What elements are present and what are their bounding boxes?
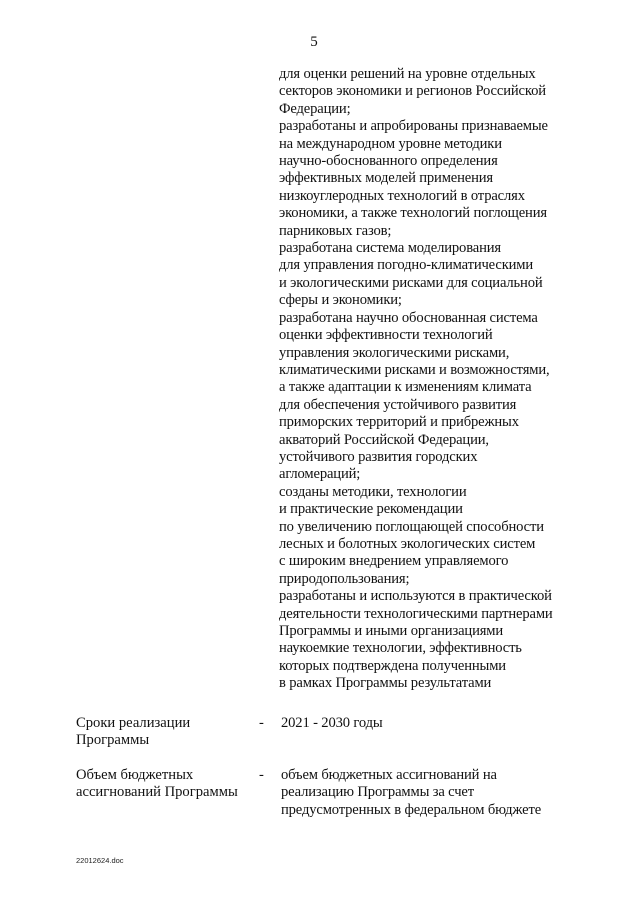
text-line: в рамках Программы результатами (279, 675, 492, 692)
budget-allocation-value (281, 767, 541, 819)
text-line: управления экологическими рисками, (279, 344, 510, 361)
text-line: созданы методики, технологии (279, 483, 467, 500)
text-line: оценки эффективности технологий (279, 327, 493, 344)
row-dash: - (259, 715, 264, 731)
text-line: научно-обоснованного определения (279, 153, 498, 170)
value-line: 2021 - 2030 годы (281, 715, 383, 731)
text-line: разработана научно обоснованная система (279, 309, 538, 326)
text-line: климатическими рисками и возможностями, (279, 361, 550, 378)
text-line: Федерации; (279, 100, 351, 117)
implementation-period-label (76, 715, 190, 750)
text-line: экономики, а также технологий поглощения (279, 205, 547, 222)
text-line: и экологическими рисками для социальной (279, 274, 543, 291)
row-dash: - (259, 767, 264, 783)
text-line: разработаны и апробированы признаваемые (279, 118, 548, 135)
text-line: лесных и болотных экологических систем (279, 535, 536, 552)
label-line: Программы (76, 732, 150, 749)
text-line: с широким внедрением управляемого (279, 553, 509, 570)
text-line: приморских территорий и прибрежных (279, 414, 519, 431)
text-line: которых подтверждена полученными (279, 657, 506, 674)
text-line: разработаны и используются в практической (279, 588, 552, 605)
text-line: акваторий Российской Федерации, (279, 431, 489, 448)
text-line: для управления погодно-климатическими (279, 257, 534, 274)
text-line: для оценки решений на уровне отдельных (279, 66, 536, 82)
implementation-period-value (281, 715, 383, 732)
text-line: парниковых газов; (279, 222, 392, 239)
text-line: наукоемкие технологии, эффективность (279, 640, 522, 657)
text-line: секторов экономики и регионов Российской (279, 83, 546, 100)
text-line: сферы и экономики; (279, 292, 402, 309)
text-line: эффективных моделей применения (279, 170, 493, 187)
value-line: реализацию Программы за счет (281, 784, 474, 801)
text-line: на международном уровне методики (279, 135, 502, 152)
value-line: объем бюджетных ассигнований на (281, 767, 497, 783)
value-line: предусмотренных в федеральном бюджете (281, 801, 542, 818)
document-file-id: 22012624.doc (76, 856, 124, 865)
text-line: устойчивого развития городских (279, 448, 478, 465)
program-results-text (279, 66, 579, 693)
text-line: природопользования; (279, 570, 410, 587)
label-line: ассигнований Программы (76, 784, 238, 801)
text-line: разработана система моделирования (279, 240, 501, 257)
label-line: Объем бюджетных (76, 767, 194, 783)
text-line: и практические рекомендации (279, 501, 463, 518)
page-number: 5 (310, 34, 318, 50)
text-line: низкоуглеродных технологий в отраслях (279, 187, 525, 204)
text-line: деятельности технологическими партнерами (279, 605, 553, 622)
text-line: а также адаптации к изменениям климата (279, 379, 532, 396)
text-line: агломераций; (279, 466, 361, 483)
label-line: Сроки реализации (76, 715, 191, 731)
text-line: Программы и иными организациями (279, 623, 504, 639)
text-line: для обеспечения устойчивого развития (279, 396, 517, 413)
text-line: по увеличению поглощающей способности (279, 518, 544, 535)
budget-allocation-label (76, 767, 238, 802)
